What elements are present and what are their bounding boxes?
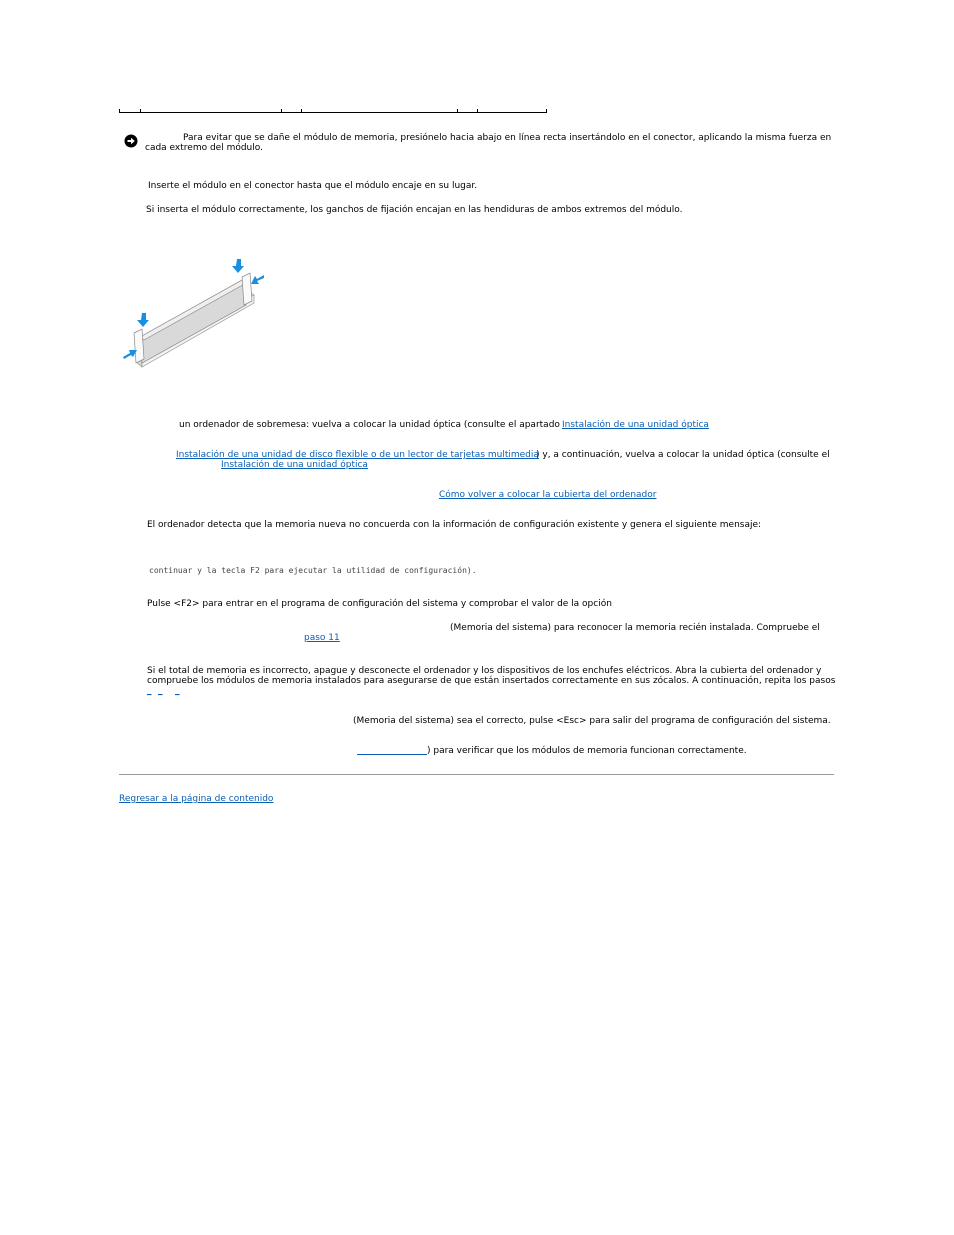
back-to-contents-link[interactable]: Regresar a la página de contenido: [119, 794, 274, 804]
f2-text: Pulse <F2> para entrar en el programa de configuración del sistema y comprobar el valor de la opción: [147, 599, 612, 609]
notice-text-2: cada extremo del módulo.: [145, 143, 263, 153]
system-message: continuar y la tecla F2 para ejecutar la utilidad de configuración).: [149, 566, 477, 575]
notice-icon: [124, 134, 138, 148]
step-link[interactable]: _: [147, 686, 152, 696]
floppy-followup-text: ) y, a continuación, vuelva a colocar la unidad óptica (consulte el: [536, 450, 830, 460]
memory-module-icon: [120, 255, 270, 370]
optical-drive-link-2[interactable]: Instalación de una unidad óptica: [221, 460, 368, 470]
rule-tick: [281, 109, 282, 113]
divider: [119, 774, 834, 775]
desktop-text: un ordenador de sobremesa: vuelva a colocar la unidad óptica (consulte el apartado: [179, 420, 560, 430]
incorrect-memory-text-1: Si el total de memoria es incorrecto, apague y desconecte el ordenador y los dispositivos de los enchufes eléctricos. Abra la cubierta del ordenador y: [147, 666, 822, 676]
rule-tick: [457, 109, 458, 113]
rule-tick: [301, 109, 302, 113]
diagnostics-link[interactable]: [357, 754, 427, 755]
replace-cover-link[interactable]: Cómo volver a colocar la cubierta del ordenador: [439, 490, 657, 500]
top-rule: [119, 112, 547, 113]
step-latches-text: Si inserta el módulo correctamente, los ganchos de fijación encajan en las hendiduras de ambos extremos del módulo.: [146, 205, 683, 215]
rule-tick: [119, 109, 120, 113]
step-insert-text: Inserte el módulo en el conector hasta que el módulo encaje en su lugar.: [148, 181, 478, 191]
step-link[interactable]: _: [158, 686, 163, 696]
correct-memory-text: (Memoria del sistema) sea el correcto, pulse <Esc> para salir del programa de configuración del sistema.: [353, 716, 831, 726]
rule-tick: [477, 109, 478, 113]
rule-tick: [546, 109, 547, 113]
notice-text-1: Para evitar que se dañe el módulo de memoria, presiónelo hacia abajo en línea recta insertándolo en el conector, aplicando la misma fuerza en: [183, 133, 832, 143]
floppy-drive-link[interactable]: Instalación de una unidad de disco flexible o de un lector de tarjetas multimedia: [176, 450, 539, 460]
verify-text: ) para verificar que los módulos de memoria funcionan correctamente.: [427, 746, 747, 756]
incorrect-memory-text-2: compruebe los módulos de memoria instalados para asegurarse de que están insertados correctamente en sus zócalos. A continuación, repita los pasos: [147, 676, 836, 686]
step-11-link[interactable]: paso 11: [304, 633, 340, 643]
system-memory-text: (Memoria del sistema) para reconocer la memoria recién instalada. Compruebe el: [450, 623, 820, 633]
detect-text: El ordenador detecta que la memoria nueva no concuerda con la información de configuración existente y genera el siguiente mensaje:: [147, 520, 762, 530]
step-link[interactable]: _: [175, 686, 180, 696]
rule-tick: [140, 109, 141, 113]
optical-drive-link[interactable]: Instalación de una unidad óptica: [562, 420, 709, 430]
